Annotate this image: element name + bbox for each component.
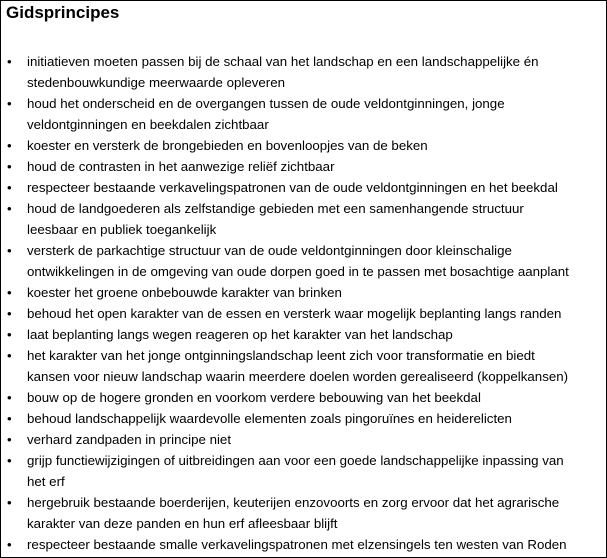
page-title: Gidsprincipes bbox=[6, 3, 120, 22]
bullet-icon: • bbox=[7, 495, 12, 510]
list-item bbox=[1, 408, 606, 429]
list-item bbox=[1, 156, 606, 177]
bullet-icon: • bbox=[7, 432, 12, 447]
list-item bbox=[1, 135, 606, 156]
list-item-text: hergebruik bestaande boerderijen, keuterijen enzovoorts en zorg ervoor dat het agrarische bbox=[27, 495, 560, 510]
list-item-text: het erf bbox=[27, 474, 65, 489]
list-item bbox=[1, 240, 606, 282]
list-item-text: grijp functiewijzigingen of uitbreidingen aan voor een goede landschappelijke inpassing van bbox=[27, 453, 564, 468]
list-item bbox=[1, 282, 606, 303]
bullet-icon: • bbox=[7, 306, 12, 321]
bullet-icon: • bbox=[7, 201, 12, 216]
bullet-icon: • bbox=[7, 180, 12, 195]
list-item-text: respecteer bestaande verkavelingspatronen van de oude veldontginningen en het beekdal bbox=[27, 180, 558, 195]
list-item bbox=[1, 534, 606, 555]
principles-list bbox=[1, 51, 606, 555]
list-item-text: stedenbouwkundige meerwaarde opleveren bbox=[27, 75, 285, 90]
list-item bbox=[1, 450, 606, 492]
list-item-text: laat beplanting langs wegen reageren op het karakter van het landschap bbox=[27, 327, 453, 342]
list-item-text: initiatieven moeten passen bij de schaal van het landschap en een landschappelijke én bbox=[27, 54, 539, 69]
bullet-icon: • bbox=[7, 327, 12, 342]
list-item-text: respecteer bestaande smalle verkavelingspatronen met elzensingels ten westen van Roden bbox=[27, 537, 567, 552]
bullet-icon: • bbox=[7, 411, 12, 426]
bullet-icon: • bbox=[7, 348, 12, 363]
list-item-text: karakter van deze panden en hun erf afleesbaar blijft bbox=[27, 516, 338, 531]
list-item-text: koester en versterk de brongebieden en bovenloopjes van de beken bbox=[27, 138, 428, 153]
bullet-icon: • bbox=[7, 159, 12, 174]
list-item-text: versterk de parkachtige structuur van de oude veldontginningen door kleinschalige bbox=[27, 243, 512, 258]
bullet-icon: • bbox=[7, 453, 12, 468]
list-item bbox=[1, 198, 606, 240]
list-item-text: houd het onderscheid en de overgangen tussen de oude veldontginningen, jonge bbox=[27, 96, 505, 111]
bullet-icon: • bbox=[7, 96, 12, 111]
list-item bbox=[1, 324, 606, 345]
list-item bbox=[1, 429, 606, 450]
list-item-text: bouw op de hogere gronden en voorkom verdere bebouwing van het beekdal bbox=[27, 390, 481, 405]
list-item bbox=[1, 492, 606, 534]
list-item-text: behoud het open karakter van de essen en versterk waar mogelijk beplanting langs randen bbox=[27, 306, 562, 321]
list-item-text: behoud landschappelijk waardevolle elementen zoals pingoruïnes en heiderelicten bbox=[27, 411, 512, 426]
list-item-text: kansen voor nieuw landschap waarin meerdere doelen worden gerealiseerd (koppelkansen) bbox=[27, 369, 569, 384]
list-item bbox=[1, 345, 606, 387]
bullet-icon: • bbox=[7, 243, 12, 258]
list-item bbox=[1, 387, 606, 408]
list-item-text: houd de landgoederen als zelfstandige gebieden met een samenhangende structuur bbox=[27, 201, 524, 216]
bullet-icon: • bbox=[7, 54, 12, 69]
list-item-text: ontwikkelingen in de omgeving van oude dorpen goed in te passen met bosachtige aanplant bbox=[27, 264, 569, 279]
list-item bbox=[1, 51, 606, 93]
bullet-icon: • bbox=[7, 138, 12, 153]
list-item bbox=[1, 303, 606, 324]
list-item-text: verhard zandpaden in principe niet bbox=[27, 432, 232, 447]
list-item-text: het karakter van het jonge ontginningslandschap leent zich voor transformatie en biedt bbox=[27, 348, 535, 363]
list-item bbox=[1, 93, 606, 135]
list-item-text: koester het groene onbebouwde karakter van brinken bbox=[27, 285, 342, 300]
list-item-text: veldontginningen en beekdalen zichtbaar bbox=[27, 117, 269, 132]
list-item-text: leesbaar en publiek toegankelijk bbox=[27, 222, 217, 237]
list-item bbox=[1, 177, 606, 198]
bullet-icon: • bbox=[7, 285, 12, 300]
list-item-text: houd de contrasten in het aanwezige reliëf zichtbaar bbox=[27, 159, 335, 174]
bullet-icon: • bbox=[7, 390, 12, 405]
bullet-icon: • bbox=[7, 537, 12, 552]
